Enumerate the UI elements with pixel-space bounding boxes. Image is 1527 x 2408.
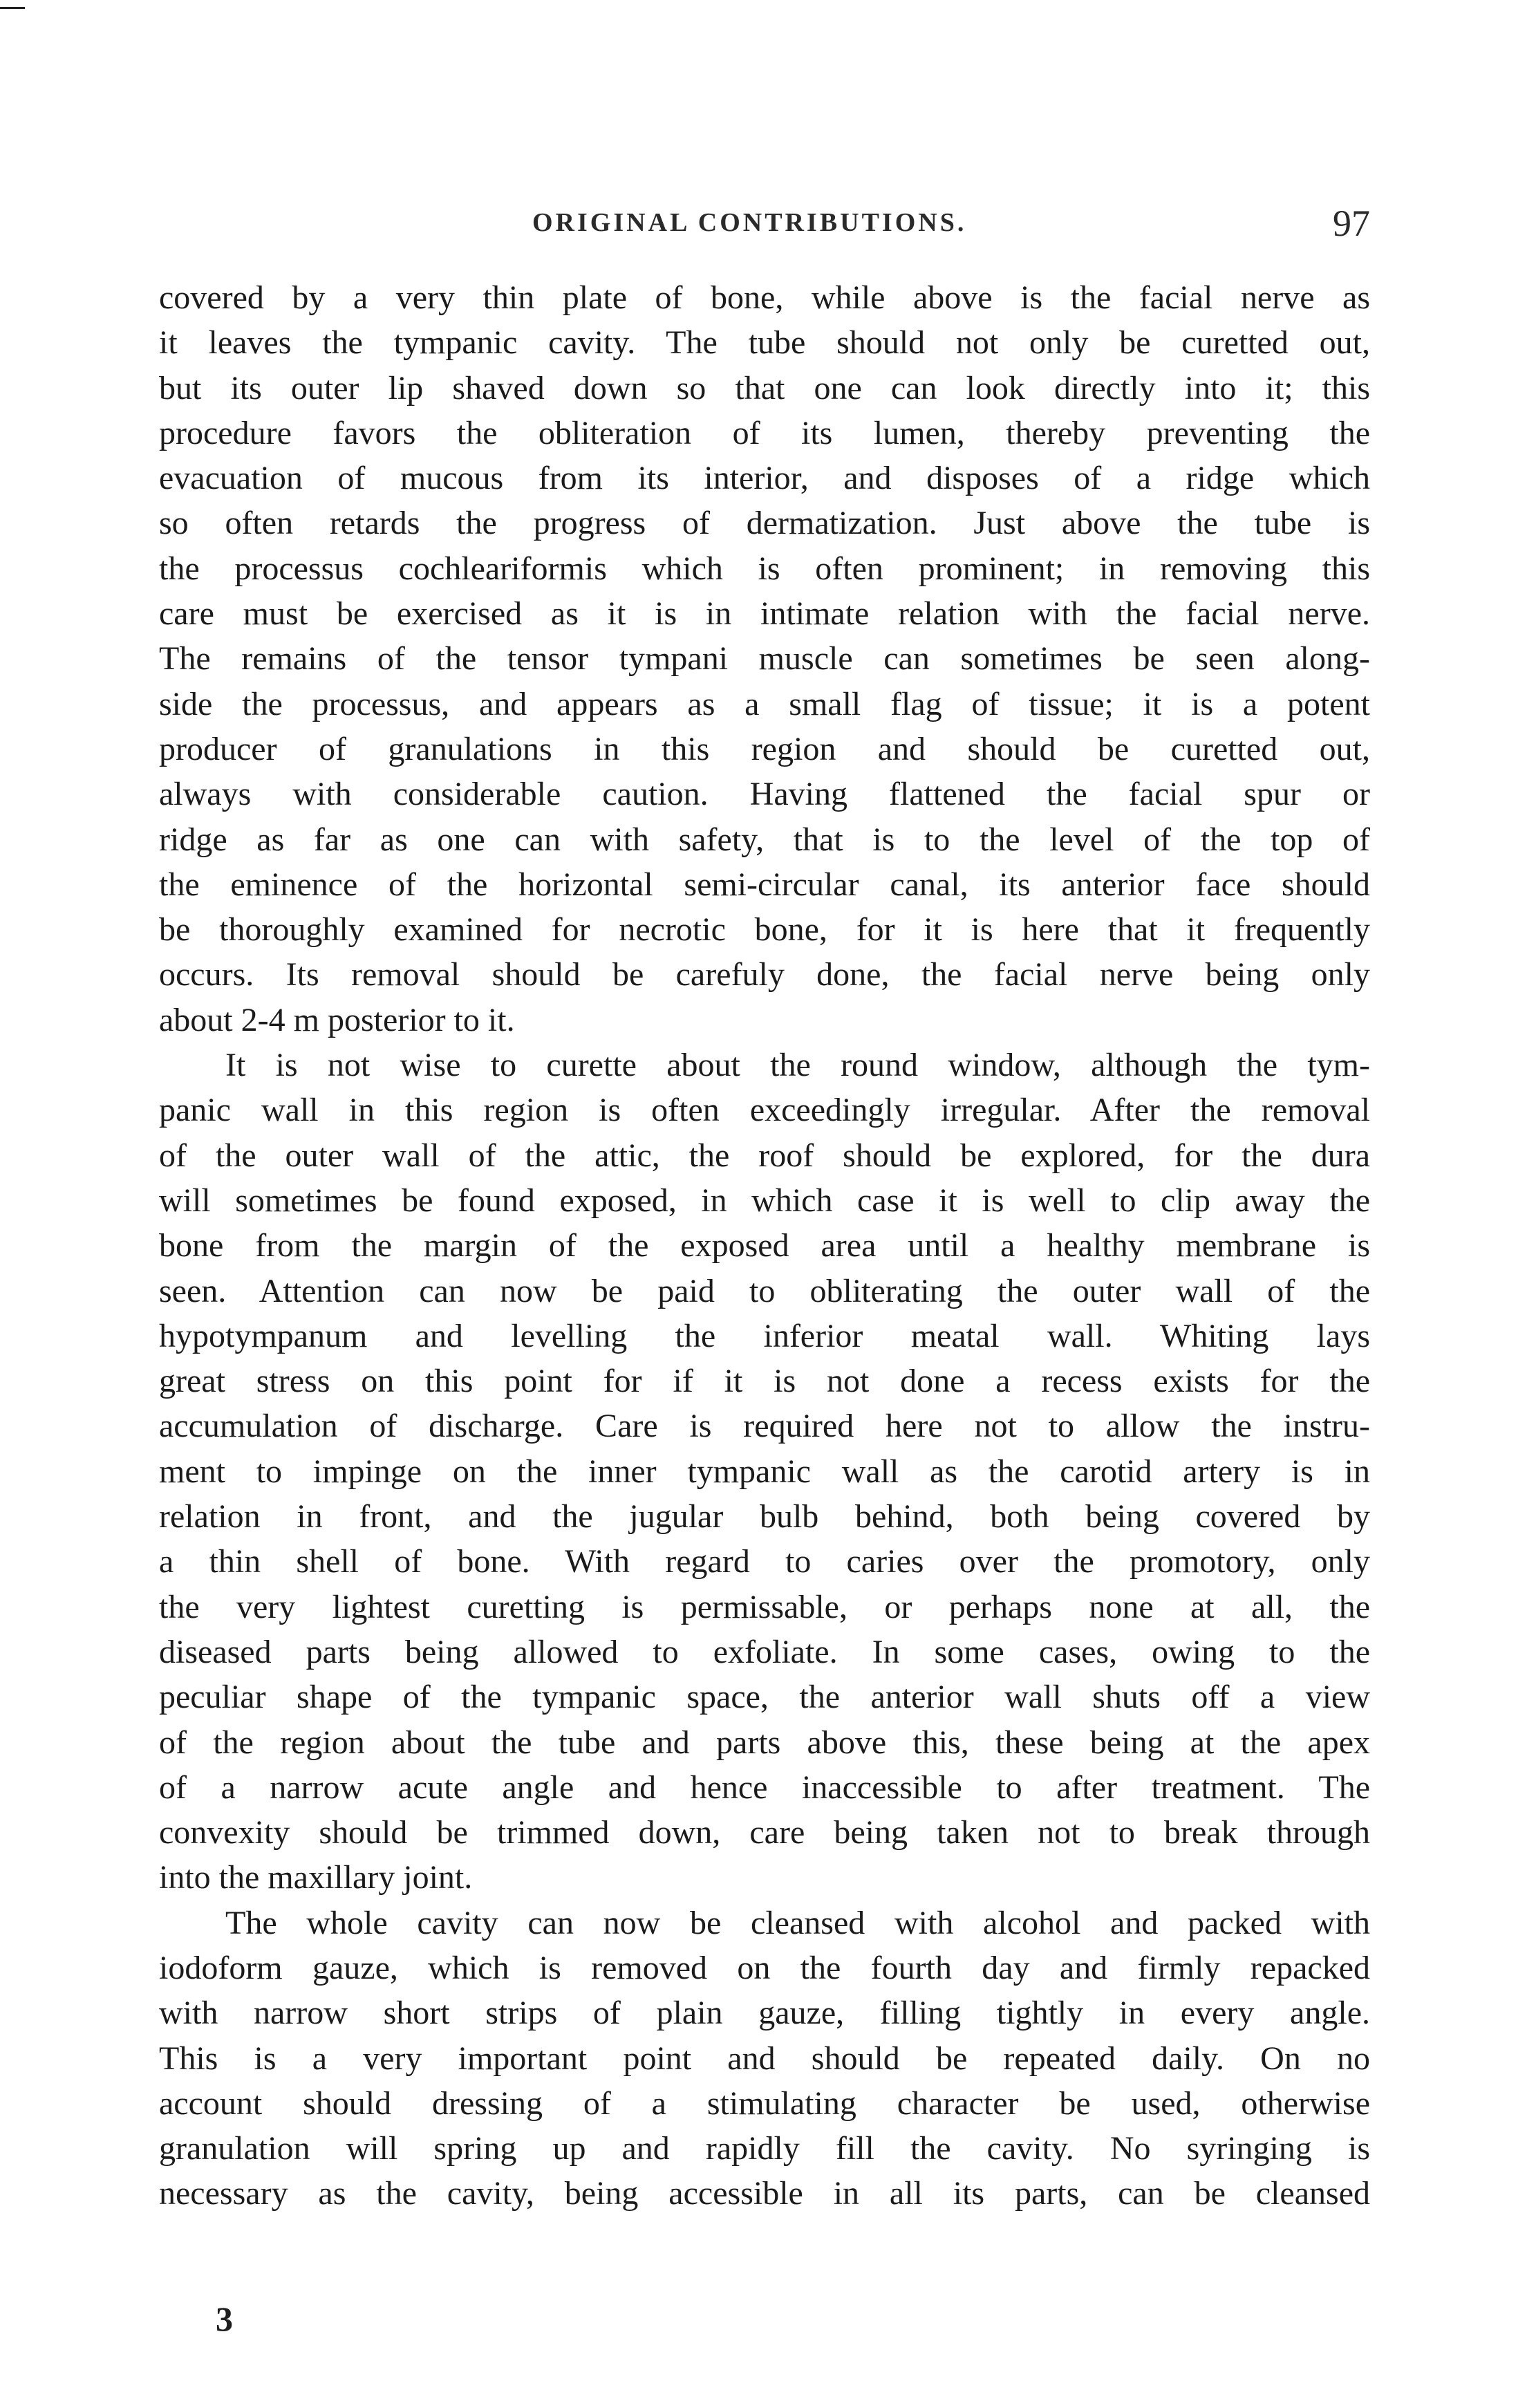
paragraph-start-line: It is not wise to curette about the round window, although the tym- [225,1047,1370,1084]
text-line: diseased parts being allowed to exfoliate. In some cases, owing to the [159,1633,1370,1670]
text-line: necessary as the cavity, being accessible in all its parts, can be cleansed [159,2175,1370,2212]
text-line: about 2-4 m posterior to it. [159,1001,515,1038]
text-line: with narrow short strips of plain gauze, filling tightly in every angle. [159,1995,1370,2032]
text-line: producer of granulations in this region and should be curetted out, [159,730,1370,767]
text-line: procedure favors the obliteration of its lumen, thereby preventing the [159,414,1370,451]
text-line: convexity should be trimmed down, care being taken not to break through [159,1814,1370,1851]
text-line: the eminence of the horizontal semi-circular canal, its anterior face should [159,866,1370,903]
text-line: but its outer lip shaved down so that one can look directly into it; this [159,369,1370,407]
text-line: a thin shell of bone. With regard to caries over the promotory, only [159,1543,1370,1580]
text-line: iodoform gauze, which is removed on the fourth day and firmly repacked [159,1949,1370,1986]
text-line: always with considerable caution. Having flattened the facial spur or [159,776,1370,813]
paragraph-start-line: The whole cavity can now be cleansed with alcohol and packed with [225,1904,1370,1941]
text-line: care must be exercised as it is in intimate relation with the facial nerve. [159,595,1370,633]
text-line: occurs. Its removal should be carefuly done, the facial nerve being only [159,956,1370,993]
text-line: seen. Attention can now be paid to obliterating the outer wall of the [159,1272,1370,1309]
text-line: panic wall in this region is often exceedingly irregular. After the removal [159,1092,1370,1129]
text-line: The remains of the tensor tympani muscle can sometimes be seen along- [159,640,1370,678]
text-line: hypotympanum and levelling the inferior meatal wall. Whiting lays [159,1317,1370,1354]
signature-mark: 3 [216,2299,233,2338]
text-line: bone from the margin of the exposed area until a healthy membrane is [159,1227,1370,1264]
text-line: of the region about the tube and parts above this, these being at the apex [159,1724,1370,1761]
text-line: peculiar shape of the tympanic space, the anterior wall shuts off a view [159,1679,1370,1716]
text-line: This is a very important point and should be repeated daily. On no [159,2040,1370,2077]
text-line: account should dressing of a stimulating character be used, otherwise [159,2084,1370,2122]
text-line: it leaves the tympanic cavity. The tube should not only be curetted out, [159,324,1370,362]
text-line: into the maxillary joint. [159,1859,473,1896]
body-text [159,275,1370,2216]
text-line: the processus cochleariformis which is often prominent; in removing this [159,550,1370,587]
running-title: ORIGINAL CONTRIBUTIONS. [532,208,967,237]
text-line: evacuation of mucous from its interior, and disposes of a ridge which [159,460,1370,497]
text-line: the very lightest curetting is permissable, or perhaps none at all, the [159,1588,1370,1625]
text-line: be thoroughly examined for necrotic bone, for it is here that it frequently [159,911,1370,949]
text-line: so often retards the progress of dermatization. Just above the tube is [159,505,1370,542]
page-number: 97 [1333,203,1370,244]
text-line: relation in front, and the jugular bulb behind, both being covered by [159,1498,1370,1536]
text-line: accumulation of discharge. Care is required here not to allow the instru- [159,1408,1370,1445]
text-line: granulation will spring up and rapidly fill the cavity. No syringing is [159,2130,1370,2167]
text-line: will sometimes be found exposed, in which case it is well to clip away the [159,1182,1370,1219]
text-line: ridge as far as one can with safety, that is to the level of the top of [159,821,1370,858]
text-line: of a narrow acute angle and hence inaccessible to after treatment. The [159,1768,1370,1806]
text-line: ment to impinge on the inner tympanic wall as the carotid artery is in [159,1453,1370,1490]
text-line: side the processus, and appears as a small flag of tissue; it is a potent [159,685,1370,722]
running-header [159,202,1370,243]
text-line: covered by a very thin plate of bone, while above is the facial nerve as [159,279,1370,316]
text-line: great stress on this point for if it is not done a recess exists for the [159,1363,1370,1400]
scan-edge-mark [0,7,25,9]
text-line: of the outer wall of the attic, the roof should be explored, for the dura [159,1137,1370,1174]
